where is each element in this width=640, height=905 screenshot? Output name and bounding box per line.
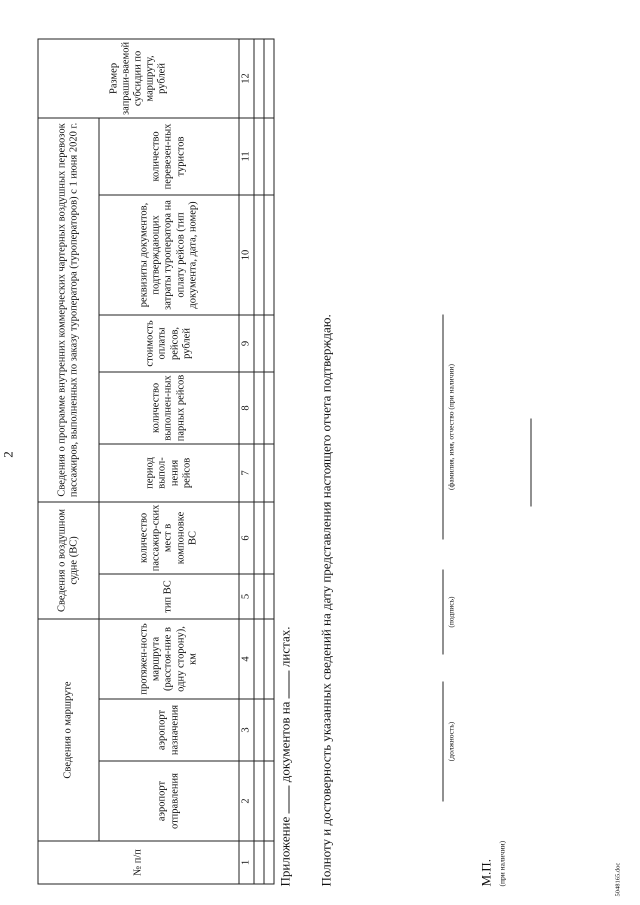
header-cell-number: № п/п <box>38 841 239 884</box>
header-cell-tourists: количество перевезен-ных туристов <box>99 118 239 195</box>
attachment-count-blank <box>289 785 290 813</box>
header-cell-aircraft-type: тип ВС <box>99 574 239 619</box>
header-cell-distance: протяжен-ность маршрута (расстоя-ние в одну сторону), км <box>99 619 239 699</box>
table-cell <box>264 39 274 118</box>
table-cell <box>264 574 274 619</box>
header-cell-departure: аэропорт отправления <box>99 761 239 841</box>
name-signature-line <box>441 315 444 540</box>
table-cell <box>264 444 274 502</box>
column-number: 1 <box>239 841 254 884</box>
certification-statement: Полноту и достоверность указанных сведений на дату представления настоящего отчета подтверждаю. <box>318 314 334 887</box>
header-cell-flights: количество выполнен-ных парных рейсов <box>99 372 239 444</box>
header-cell-documents: реквизиты документов, подтверждающих затраты туроператора на оплату рейсов (тип документа, дата, номер) <box>99 195 239 315</box>
table-cell <box>254 841 264 884</box>
table-cell <box>264 619 274 699</box>
header-cell-seats: количество пассажир-ских мест в компоновке ВС <box>99 502 239 574</box>
column-number: 3 <box>239 699 254 761</box>
position-signature-line <box>441 682 444 802</box>
table-cell <box>264 372 274 444</box>
page-number: 2 <box>0 451 16 458</box>
table-cell <box>254 195 264 315</box>
table-cell <box>254 372 264 444</box>
table-cell <box>264 761 274 841</box>
table-cell <box>264 118 274 195</box>
attachment-suffix: листах. <box>277 626 293 668</box>
column-number: 2 <box>239 761 254 841</box>
position-caption: (должность) <box>446 721 456 762</box>
table-cell <box>254 39 264 118</box>
date-line <box>531 419 532 507</box>
attachment-middle: документов на <box>277 701 293 783</box>
table-header-row-1 <box>38 39 99 884</box>
column-number: 6 <box>239 502 254 574</box>
table-cell <box>254 118 264 195</box>
header-group-aircraft: Сведения о воздушном судне (ВС) <box>38 502 99 619</box>
table-header-row-2 <box>99 39 239 884</box>
sign-signature-line <box>441 570 444 655</box>
rotated-landscape-content <box>1 0 640 905</box>
header-cell-cost: стоимость оплаты рейсов, рублей <box>99 315 239 372</box>
table-cell <box>264 841 274 884</box>
table-cell <box>254 444 264 502</box>
header-group-route: Сведения о маршруте <box>38 619 99 841</box>
report-table <box>38 38 275 884</box>
table-data-row <box>264 39 274 884</box>
table-cell <box>254 502 264 574</box>
column-number: 4 <box>239 619 254 699</box>
attachment-line <box>278 626 294 886</box>
column-number: 12 <box>239 39 254 118</box>
table-cell <box>254 315 264 372</box>
column-number: 7 <box>239 444 254 502</box>
table-cell <box>254 619 264 699</box>
column-number: 9 <box>239 315 254 372</box>
table-data-row <box>254 39 264 884</box>
table-cell <box>254 699 264 761</box>
table-cell <box>264 699 274 761</box>
table-cell <box>264 195 274 315</box>
stamp-note: (при наличии) <box>497 840 507 887</box>
table-cell <box>264 315 274 372</box>
column-number-row <box>239 39 254 884</box>
table-cell <box>254 574 264 619</box>
sign-caption: (подпись) <box>446 596 456 628</box>
header-cell-period: период выпол-нения рейсов <box>99 444 239 502</box>
file-reference: 5048165.doc <box>614 862 622 897</box>
column-number: 10 <box>239 195 254 315</box>
attachment-sheets-blank <box>289 670 290 698</box>
name-caption: (фамилия, имя, отчество (при наличии) <box>446 364 456 490</box>
header-group-program: Сведения о программе внутренних коммерческих чартерных воздушных перевозок пассажиров, выполненных по заказу туроператора (туроператоров) с 1 июня 2020 г. <box>38 118 99 502</box>
column-number: 8 <box>239 372 254 444</box>
header-cell-subsidy: Размер запраши-ваемой субсидии по маршруту, рублей <box>38 39 239 118</box>
column-number: 5 <box>239 574 254 619</box>
column-number: 11 <box>239 118 254 195</box>
table-cell <box>264 502 274 574</box>
header-cell-destination: аэропорт назначения <box>99 699 239 761</box>
attachment-prefix: Приложение <box>277 816 293 887</box>
stamp-label: М.П. <box>478 859 494 887</box>
table-cell <box>254 761 264 841</box>
